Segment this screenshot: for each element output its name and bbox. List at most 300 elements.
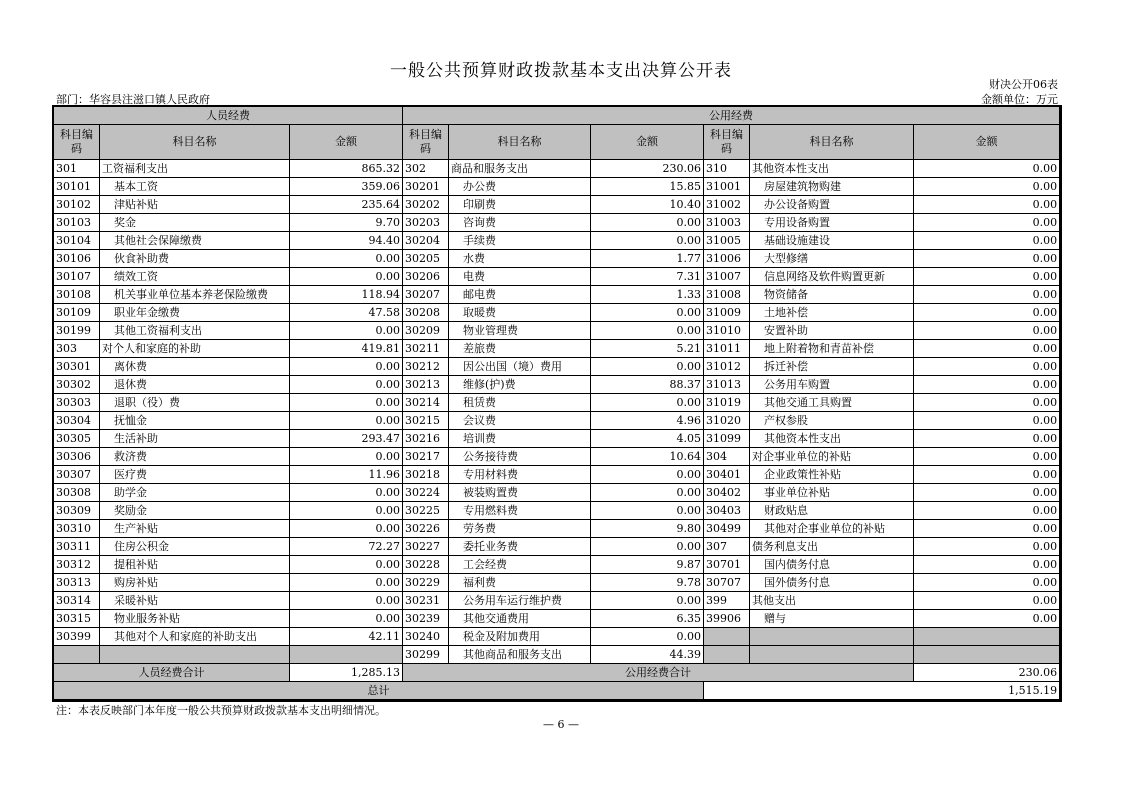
capital-amount-cell: 0.00 bbox=[914, 322, 1060, 340]
capital-code-cell: 31007 bbox=[704, 268, 750, 286]
goods-code-cell: 30239 bbox=[403, 610, 449, 628]
goods-amount-cell: 9.80 bbox=[591, 520, 704, 538]
goods-name-cell: 被装购置费 bbox=[449, 484, 591, 502]
personnel-name-cell: 津贴补贴 bbox=[100, 196, 290, 214]
goods-amount-cell: 6.35 bbox=[591, 610, 704, 628]
capital-amount-cell: 0.00 bbox=[914, 610, 1060, 628]
capital-amount-cell: 0.00 bbox=[914, 448, 1060, 466]
personnel-amount-cell: 0.00 bbox=[290, 556, 403, 574]
capital-name-cell: 其他资本性支出 bbox=[750, 430, 914, 448]
personnel-amount-cell: 235.64 bbox=[290, 196, 403, 214]
goods-amount-cell: 7.31 bbox=[591, 268, 704, 286]
goods-amount-cell: 4.05 bbox=[591, 430, 704, 448]
table-row bbox=[54, 538, 1060, 556]
personnel-name-cell: 救济费 bbox=[100, 448, 290, 466]
personnel-code-cell: 30104 bbox=[54, 232, 100, 250]
personnel-code-cell: 30108 bbox=[54, 286, 100, 304]
capital-name-cell: 土地补偿 bbox=[750, 304, 914, 322]
capital-code-cell: 30707 bbox=[704, 574, 750, 592]
goods-amount-cell: 10.64 bbox=[591, 448, 704, 466]
personnel-amount-cell: 865.32 bbox=[290, 160, 403, 178]
capital-name-cell bbox=[750, 646, 914, 664]
capital-amount-cell: 0.00 bbox=[914, 520, 1060, 538]
table-row bbox=[54, 232, 1060, 250]
personnel-code-cell: 301 bbox=[54, 160, 100, 178]
goods-amount-cell: 44.39 bbox=[591, 646, 704, 664]
grand-total-row bbox=[54, 682, 1060, 700]
goods-amount-cell: 0.00 bbox=[591, 304, 704, 322]
personnel-code-cell: 30310 bbox=[54, 520, 100, 538]
personnel-name-cell: 退职（役）费 bbox=[100, 394, 290, 412]
personnel-name-cell: 购房补贴 bbox=[100, 574, 290, 592]
personnel-amount-cell: 0.00 bbox=[290, 610, 403, 628]
personnel-code-cell: 30311 bbox=[54, 538, 100, 556]
personnel-code-cell: 30303 bbox=[54, 394, 100, 412]
table-row bbox=[54, 646, 1060, 664]
capital-amount-cell: 0.00 bbox=[914, 250, 1060, 268]
goods-amount-cell: 0.00 bbox=[591, 538, 704, 556]
goods-code-cell: 302 bbox=[403, 160, 449, 178]
capital-name-cell: 产权参股 bbox=[750, 412, 914, 430]
goods-name-cell: 其他商品和服务支出 bbox=[449, 646, 591, 664]
capital-amount-cell: 0.00 bbox=[914, 466, 1060, 484]
capital-code-cell: 31008 bbox=[704, 286, 750, 304]
capital-code-cell: 31011 bbox=[704, 340, 750, 358]
personnel-code-cell: 30106 bbox=[54, 250, 100, 268]
personnel-name-cell: 退休费 bbox=[100, 376, 290, 394]
capital-name-cell: 其他交通工具购置 bbox=[750, 394, 914, 412]
form-code: 财决公开06表 bbox=[989, 78, 1058, 91]
personnel-amount-cell: 0.00 bbox=[290, 520, 403, 538]
goods-amount-cell: 0.00 bbox=[591, 592, 704, 610]
capital-amount-cell bbox=[914, 646, 1060, 664]
personnel-code-cell: 30102 bbox=[54, 196, 100, 214]
capital-name-cell: 信息网络及软件购置更新 bbox=[750, 268, 914, 286]
capital-code-cell: 31019 bbox=[704, 394, 750, 412]
capital-name-cell: 地上附着物和青苗补偿 bbox=[750, 340, 914, 358]
goods-code-cell: 30216 bbox=[403, 430, 449, 448]
capital-code-cell: 30403 bbox=[704, 502, 750, 520]
goods-code-cell: 30209 bbox=[403, 322, 449, 340]
capital-name-cell: 安置补助 bbox=[750, 322, 914, 340]
goods-amount-cell: 0.00 bbox=[591, 358, 704, 376]
goods-amount-cell: 1.33 bbox=[591, 286, 704, 304]
table-row bbox=[54, 358, 1060, 376]
capital-code-cell: 39906 bbox=[704, 610, 750, 628]
goods-name-cell: 委托业务费 bbox=[449, 538, 591, 556]
personnel-amount-cell: 42.11 bbox=[290, 628, 403, 646]
personnel-name-cell: 职业年金缴费 bbox=[100, 304, 290, 322]
capital-name-cell bbox=[750, 628, 914, 646]
table-row bbox=[54, 250, 1060, 268]
goods-name-cell: 其他交通费用 bbox=[449, 610, 591, 628]
personnel-code-cell: 30301 bbox=[54, 358, 100, 376]
personnel-amount-cell: 0.00 bbox=[290, 268, 403, 286]
expenditure-table bbox=[53, 106, 1060, 700]
goods-code-cell: 30215 bbox=[403, 412, 449, 430]
footnote: 注：本表反映部门本年度一般公共预算财政拨款基本支出明细情况。 bbox=[56, 704, 386, 717]
goods-name-cell: 公务用车运行维护费 bbox=[449, 592, 591, 610]
goods-name-cell: 物业管理费 bbox=[449, 322, 591, 340]
personnel-total-value: 1,285.13 bbox=[290, 664, 403, 682]
goods-name-cell: 差旅费 bbox=[449, 340, 591, 358]
col-header-name: 科目名称 bbox=[750, 125, 914, 160]
capital-code-cell: 31001 bbox=[704, 178, 750, 196]
goods-amount-cell: 5.21 bbox=[591, 340, 704, 358]
goods-name-cell: 福利费 bbox=[449, 574, 591, 592]
personnel-amount-cell: 0.00 bbox=[290, 412, 403, 430]
personnel-code-cell: 30399 bbox=[54, 628, 100, 646]
goods-amount-cell: 230.06 bbox=[591, 160, 704, 178]
goods-name-cell: 取暖费 bbox=[449, 304, 591, 322]
personnel-name-cell: 奖励金 bbox=[100, 502, 290, 520]
capital-name-cell: 房屋建筑物购建 bbox=[750, 178, 914, 196]
personnel-name-cell: 绩效工资 bbox=[100, 268, 290, 286]
capital-name-cell: 对企事业单位的补贴 bbox=[750, 448, 914, 466]
public-group-header: 公用经费 bbox=[403, 107, 1060, 125]
table-row bbox=[54, 376, 1060, 394]
personnel-name-cell: 助学金 bbox=[100, 484, 290, 502]
personnel-code-cell: 30308 bbox=[54, 484, 100, 502]
capital-name-cell: 拆迁补偿 bbox=[750, 358, 914, 376]
personnel-code-cell: 30315 bbox=[54, 610, 100, 628]
personnel-amount-cell: 47.58 bbox=[290, 304, 403, 322]
capital-code-cell: 30402 bbox=[704, 484, 750, 502]
goods-name-cell: 电费 bbox=[449, 268, 591, 286]
goods-name-cell: 公务接待费 bbox=[449, 448, 591, 466]
personnel-amount-cell: 9.70 bbox=[290, 214, 403, 232]
personnel-name-cell: 生产补贴 bbox=[100, 520, 290, 538]
public-total-label: 公用经费合计 bbox=[403, 664, 914, 682]
goods-name-cell: 手续费 bbox=[449, 232, 591, 250]
personnel-code-cell: 30302 bbox=[54, 376, 100, 394]
col-header-amount: 金额 bbox=[591, 125, 704, 160]
goods-name-cell: 租赁费 bbox=[449, 394, 591, 412]
capital-code-cell: 31005 bbox=[704, 232, 750, 250]
personnel-amount-cell: 419.81 bbox=[290, 340, 403, 358]
goods-code-cell: 30211 bbox=[403, 340, 449, 358]
capital-amount-cell: 0.00 bbox=[914, 304, 1060, 322]
personnel-amount-cell: 0.00 bbox=[290, 448, 403, 466]
goods-name-cell: 因公出国（境）费用 bbox=[449, 358, 591, 376]
col-header-amount: 金额 bbox=[290, 125, 403, 160]
capital-amount-cell: 0.00 bbox=[914, 538, 1060, 556]
capital-name-cell: 其他对企事业单位的补贴 bbox=[750, 520, 914, 538]
goods-code-cell: 30229 bbox=[403, 574, 449, 592]
goods-name-cell: 维修(护)费 bbox=[449, 376, 591, 394]
personnel-code-cell: 30103 bbox=[54, 214, 100, 232]
col-header-code: 科目编码 bbox=[54, 125, 100, 160]
capital-code-cell: 304 bbox=[704, 448, 750, 466]
capital-amount-cell: 0.00 bbox=[914, 430, 1060, 448]
capital-code-cell bbox=[704, 646, 750, 664]
capital-name-cell: 公务用车购置 bbox=[750, 376, 914, 394]
personnel-amount-cell: 0.00 bbox=[290, 592, 403, 610]
capital-amount-cell: 0.00 bbox=[914, 376, 1060, 394]
goods-name-cell: 工会经费 bbox=[449, 556, 591, 574]
department-label: 部门：华容县注滋口镇人民政府 bbox=[56, 93, 210, 106]
capital-name-cell: 国外债务付息 bbox=[750, 574, 914, 592]
goods-code-cell: 30299 bbox=[403, 646, 449, 664]
personnel-name-cell: 基本工资 bbox=[100, 178, 290, 196]
column-header-row bbox=[54, 125, 1060, 160]
table-row bbox=[54, 502, 1060, 520]
personnel-name-cell: 住房公积金 bbox=[100, 538, 290, 556]
capital-amount-cell: 0.00 bbox=[914, 358, 1060, 376]
group-header-row bbox=[54, 107, 1060, 125]
capital-code-cell: 399 bbox=[704, 592, 750, 610]
personnel-code-cell: 30314 bbox=[54, 592, 100, 610]
table-row bbox=[54, 304, 1060, 322]
capital-name-cell: 财政贴息 bbox=[750, 502, 914, 520]
capital-amount-cell bbox=[914, 628, 1060, 646]
grand-total-label: 总计 bbox=[54, 682, 704, 700]
capital-code-cell: 31013 bbox=[704, 376, 750, 394]
table-row bbox=[54, 520, 1060, 538]
capital-name-cell: 大型修缮 bbox=[750, 250, 914, 268]
table-row bbox=[54, 448, 1060, 466]
capital-amount-cell: 0.00 bbox=[914, 556, 1060, 574]
capital-name-cell: 其他支出 bbox=[750, 592, 914, 610]
personnel-amount-cell: 0.00 bbox=[290, 574, 403, 592]
goods-code-cell: 30202 bbox=[403, 196, 449, 214]
table-row bbox=[54, 610, 1060, 628]
personnel-name-cell bbox=[100, 646, 290, 664]
personnel-name-cell: 抚恤金 bbox=[100, 412, 290, 430]
goods-code-cell: 30224 bbox=[403, 484, 449, 502]
goods-name-cell: 专用材料费 bbox=[449, 466, 591, 484]
table-row bbox=[54, 574, 1060, 592]
goods-amount-cell: 0.00 bbox=[591, 502, 704, 520]
table-row bbox=[54, 268, 1060, 286]
personnel-code-cell: 30109 bbox=[54, 304, 100, 322]
personnel-code-cell: 30312 bbox=[54, 556, 100, 574]
goods-name-cell: 劳务费 bbox=[449, 520, 591, 538]
capital-amount-cell: 0.00 bbox=[914, 178, 1060, 196]
table-row bbox=[54, 628, 1060, 646]
capital-name-cell: 赠与 bbox=[750, 610, 914, 628]
goods-code-cell: 30204 bbox=[403, 232, 449, 250]
goods-code-cell: 30231 bbox=[403, 592, 449, 610]
capital-code-cell: 31099 bbox=[704, 430, 750, 448]
table-row bbox=[54, 322, 1060, 340]
goods-amount-cell: 9.87 bbox=[591, 556, 704, 574]
capital-name-cell: 国内债务付息 bbox=[750, 556, 914, 574]
capital-code-cell: 31009 bbox=[704, 304, 750, 322]
goods-amount-cell: 0.00 bbox=[591, 628, 704, 646]
personnel-name-cell: 提租补贴 bbox=[100, 556, 290, 574]
goods-code-cell: 30208 bbox=[403, 304, 449, 322]
personnel-name-cell: 工资福利支出 bbox=[100, 160, 290, 178]
table-row bbox=[54, 196, 1060, 214]
personnel-code-cell: 30199 bbox=[54, 322, 100, 340]
capital-amount-cell: 0.00 bbox=[914, 484, 1060, 502]
capital-code-cell bbox=[704, 628, 750, 646]
personnel-amount-cell: 0.00 bbox=[290, 394, 403, 412]
personnel-name-cell: 离休费 bbox=[100, 358, 290, 376]
capital-code-cell: 307 bbox=[704, 538, 750, 556]
table-row bbox=[54, 178, 1060, 196]
capital-code-cell: 31006 bbox=[704, 250, 750, 268]
goods-name-cell: 专用燃料费 bbox=[449, 502, 591, 520]
personnel-code-cell: 30309 bbox=[54, 502, 100, 520]
capital-amount-cell: 0.00 bbox=[914, 502, 1060, 520]
capital-amount-cell: 0.00 bbox=[914, 232, 1060, 250]
personnel-group-header: 人员经费 bbox=[54, 107, 403, 125]
goods-code-cell: 30217 bbox=[403, 448, 449, 466]
capital-name-cell: 专用设备购置 bbox=[750, 214, 914, 232]
col-header-amount: 金额 bbox=[914, 125, 1060, 160]
goods-code-cell: 30201 bbox=[403, 178, 449, 196]
goods-code-cell: 30228 bbox=[403, 556, 449, 574]
goods-amount-cell: 0.00 bbox=[591, 214, 704, 232]
goods-code-cell: 30218 bbox=[403, 466, 449, 484]
table-row bbox=[54, 214, 1060, 232]
capital-name-cell: 其他资本性支出 bbox=[750, 160, 914, 178]
personnel-name-cell: 物业服务补贴 bbox=[100, 610, 290, 628]
personnel-amount-cell: 0.00 bbox=[290, 376, 403, 394]
personnel-name-cell: 其他工资福利支出 bbox=[100, 322, 290, 340]
capital-code-cell: 31003 bbox=[704, 214, 750, 232]
goods-code-cell: 30226 bbox=[403, 520, 449, 538]
capital-code-cell: 310 bbox=[704, 160, 750, 178]
table-row bbox=[54, 466, 1060, 484]
personnel-amount-cell: 0.00 bbox=[290, 250, 403, 268]
personnel-name-cell: 奖金 bbox=[100, 214, 290, 232]
table-row bbox=[54, 412, 1060, 430]
personnel-amount-cell: 0.00 bbox=[290, 322, 403, 340]
personnel-code-cell: 30306 bbox=[54, 448, 100, 466]
goods-code-cell: 30203 bbox=[403, 214, 449, 232]
personnel-amount-cell: 359.06 bbox=[290, 178, 403, 196]
goods-name-cell: 邮电费 bbox=[449, 286, 591, 304]
personnel-amount-cell: 0.00 bbox=[290, 484, 403, 502]
personnel-name-cell: 对个人和家庭的补助 bbox=[100, 340, 290, 358]
table-row bbox=[54, 556, 1060, 574]
col-header-code: 科目编码 bbox=[704, 125, 750, 160]
table-row bbox=[54, 394, 1060, 412]
goods-amount-cell: 88.37 bbox=[591, 376, 704, 394]
goods-amount-cell: 9.78 bbox=[591, 574, 704, 592]
personnel-name-cell: 医疗费 bbox=[100, 466, 290, 484]
capital-code-cell: 31002 bbox=[704, 196, 750, 214]
capital-amount-cell: 0.00 bbox=[914, 214, 1060, 232]
public-total-value: 230.06 bbox=[914, 664, 1060, 682]
personnel-code-cell bbox=[54, 646, 100, 664]
capital-name-cell: 物资储备 bbox=[750, 286, 914, 304]
goods-code-cell: 30240 bbox=[403, 628, 449, 646]
col-header-code: 科目编码 bbox=[403, 125, 449, 160]
capital-code-cell: 31010 bbox=[704, 322, 750, 340]
capital-amount-cell: 0.00 bbox=[914, 160, 1060, 178]
capital-code-cell: 30499 bbox=[704, 520, 750, 538]
goods-code-cell: 30207 bbox=[403, 286, 449, 304]
capital-amount-cell: 0.00 bbox=[914, 574, 1060, 592]
table-row bbox=[54, 340, 1060, 358]
personnel-code-cell: 30101 bbox=[54, 178, 100, 196]
personnel-code-cell: 30304 bbox=[54, 412, 100, 430]
goods-name-cell: 咨询费 bbox=[449, 214, 591, 232]
goods-name-cell: 培训费 bbox=[449, 430, 591, 448]
goods-name-cell: 水费 bbox=[449, 250, 591, 268]
goods-name-cell: 办公费 bbox=[449, 178, 591, 196]
goods-amount-cell: 4.96 bbox=[591, 412, 704, 430]
table-row bbox=[54, 484, 1060, 502]
col-header-name: 科目名称 bbox=[449, 125, 591, 160]
table-row bbox=[54, 286, 1060, 304]
capital-amount-cell: 0.00 bbox=[914, 394, 1060, 412]
subtotal-row bbox=[54, 664, 1060, 682]
page-title: 一般公共预算财政拨款基本支出决算公开表 bbox=[390, 61, 732, 81]
personnel-amount-cell: 11.96 bbox=[290, 466, 403, 484]
goods-code-cell: 30227 bbox=[403, 538, 449, 556]
capital-code-cell: 31020 bbox=[704, 412, 750, 430]
personnel-amount-cell: 0.00 bbox=[290, 502, 403, 520]
goods-code-cell: 30214 bbox=[403, 394, 449, 412]
capital-name-cell: 办公设备购置 bbox=[750, 196, 914, 214]
goods-code-cell: 30213 bbox=[403, 376, 449, 394]
capital-name-cell: 基础设施建设 bbox=[750, 232, 914, 250]
goods-amount-cell: 1.77 bbox=[591, 250, 704, 268]
capital-name-cell: 事业单位补贴 bbox=[750, 484, 914, 502]
personnel-code-cell: 303 bbox=[54, 340, 100, 358]
goods-amount-cell: 10.40 bbox=[591, 196, 704, 214]
personnel-amount-cell: 72.27 bbox=[290, 538, 403, 556]
amount-unit-label: 金额单位：万元 bbox=[981, 93, 1058, 106]
goods-code-cell: 30212 bbox=[403, 358, 449, 376]
goods-name-cell: 商品和服务支出 bbox=[449, 160, 591, 178]
goods-amount-cell: 15.85 bbox=[591, 178, 704, 196]
goods-amount-cell: 0.00 bbox=[591, 232, 704, 250]
personnel-name-cell: 机关事业单位基本养老保险缴费 bbox=[100, 286, 290, 304]
goods-amount-cell: 0.00 bbox=[591, 466, 704, 484]
personnel-code-cell: 30107 bbox=[54, 268, 100, 286]
capital-amount-cell: 0.00 bbox=[914, 412, 1060, 430]
capital-amount-cell: 0.00 bbox=[914, 592, 1060, 610]
capital-code-cell: 30701 bbox=[704, 556, 750, 574]
capital-amount-cell: 0.00 bbox=[914, 286, 1060, 304]
personnel-name-cell: 采暖补贴 bbox=[100, 592, 290, 610]
personnel-amount-cell: 293.47 bbox=[290, 430, 403, 448]
goods-name-cell: 印刷费 bbox=[449, 196, 591, 214]
personnel-name-cell: 其他社会保障缴费 bbox=[100, 232, 290, 250]
personnel-amount-cell: 0.00 bbox=[290, 358, 403, 376]
grand-total-value: 1,515.19 bbox=[704, 682, 1060, 700]
goods-code-cell: 30205 bbox=[403, 250, 449, 268]
capital-amount-cell: 0.00 bbox=[914, 340, 1060, 358]
goods-name-cell: 会议费 bbox=[449, 412, 591, 430]
personnel-code-cell: 30307 bbox=[54, 466, 100, 484]
personnel-code-cell: 30305 bbox=[54, 430, 100, 448]
goods-code-cell: 30206 bbox=[403, 268, 449, 286]
capital-name-cell: 企业政策性补贴 bbox=[750, 466, 914, 484]
personnel-name-cell: 生活补助 bbox=[100, 430, 290, 448]
table-row bbox=[54, 430, 1060, 448]
personnel-name-cell: 伙食补助费 bbox=[100, 250, 290, 268]
personnel-amount-cell: 94.40 bbox=[290, 232, 403, 250]
page-number: — 6 — bbox=[543, 718, 579, 731]
goods-amount-cell: 0.00 bbox=[591, 322, 704, 340]
table-row bbox=[54, 592, 1060, 610]
capital-amount-cell: 0.00 bbox=[914, 196, 1060, 214]
personnel-total-label: 人员经费合计 bbox=[54, 664, 290, 682]
capital-name-cell: 债务利息支出 bbox=[750, 538, 914, 556]
goods-code-cell: 30225 bbox=[403, 502, 449, 520]
personnel-name-cell: 其他对个人和家庭的补助支出 bbox=[100, 628, 290, 646]
personnel-code-cell: 30313 bbox=[54, 574, 100, 592]
capital-code-cell: 30401 bbox=[704, 466, 750, 484]
table-row bbox=[54, 160, 1060, 178]
